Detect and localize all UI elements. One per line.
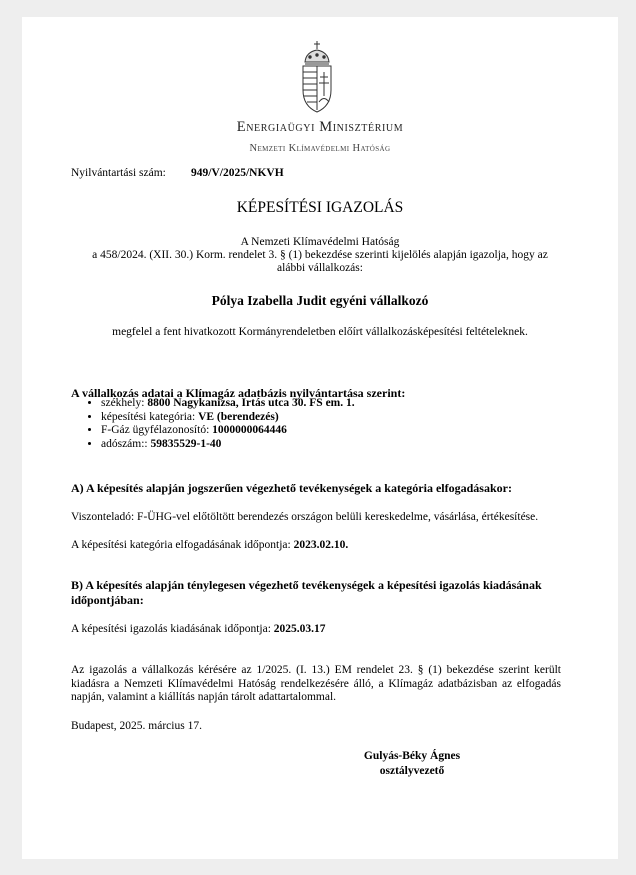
details-heading: A vállalkozás adatai a Klímagáz adatbázis nyilvántartása szerint: xyxy=(71,386,406,400)
conformity-statement: megfelel a fent hivatkozott Kormányrendeletben előírt vállalkozásképesítési feltételeknek. xyxy=(112,326,528,338)
section-b-date-value: 2025.03.17 xyxy=(273,623,326,635)
intro-line-2: a 458/2024. (XII. 30.) Korm. rendelet 3. § (1) bekezdése szerinti kijelölés alapján igazolja, hogy az xyxy=(92,249,548,261)
closing-paragraph: Az igazolás a vállalkozás kérésére az 1/2025. (I. 13.) EM rendelet 23. § (1) bekezdése szerint került kiadásra a Nemzeti Klímavédelmi Hatóság rendelkezésére álló, a Klímagáz adatbázisban az elfogadás napján, valamint a kiállítás napján tárolt adattartalommal. xyxy=(71,664,561,703)
intro-line-1: A Nemzeti Klímavédelmi Hatóság xyxy=(240,236,400,248)
signatory-name: Gulyás-Béky Ágnes xyxy=(363,750,461,762)
details-item-tax-number: • adószám:: 59835529-1-40 xyxy=(101,438,355,452)
section-a-date-label: A képesítési kategória elfogadásának időpontja: xyxy=(71,539,294,551)
details-item-client-id: • F-Gáz ügyfélazonosító: 1000000064446 xyxy=(101,424,355,438)
intro-text xyxy=(72,236,568,275)
authority-name: Nemzeti Klímavédelmi Hatóság xyxy=(249,143,391,154)
section-a-date-value: 2023.02.10. xyxy=(293,539,349,551)
section-b-date-label: A képesítési igazolás kiadásának időpontja: xyxy=(71,623,274,635)
registry-number-label: Nyilvántartási szám: xyxy=(71,167,166,179)
section-a-heading: A) A képesítés alapján jogszerűen végezhető tevékenységek a kategória elfogadásakor: xyxy=(71,481,512,495)
section-a-activity: Viszonteladó: F-ÜHG-vel előtöltött berendezés országon belüli kereskedelme, vásárlása, értékesítése. xyxy=(71,511,539,523)
hungarian-coat-of-arms-icon xyxy=(298,40,336,116)
place-and-date: Budapest, 2025. március 17. xyxy=(71,720,202,732)
intro-line-3: alábbi vállalkozás: xyxy=(277,262,363,274)
ministry-name: Energiaügyi Minisztérium xyxy=(236,119,404,135)
company-name: Pólya Izabella Judit egyéni vállalkozó xyxy=(211,293,429,308)
section-a-date xyxy=(71,539,561,553)
details-item-category: • képesítési kategória: VE (berendezés) xyxy=(101,411,355,425)
certificate-page xyxy=(22,17,618,859)
details-list xyxy=(71,397,355,451)
signatory-position: osztályvezető xyxy=(379,765,445,777)
details-item-seat: • székhely: 8800 Nagykanizsa, Irtás utca 30. FS em. 1. xyxy=(101,397,355,411)
section-b-date xyxy=(71,623,561,637)
document-title: KÉPESÍTÉSI IGAZOLÁS xyxy=(236,199,404,216)
section-b-heading: B) A képesítés alapján ténylegesen végezhető tevékenységek a képesítési igazolás kiadásának időpontjában: xyxy=(71,578,542,607)
registry-number-value: 949/V/2025/NKVH xyxy=(191,167,284,179)
registry-number-row xyxy=(71,167,284,179)
